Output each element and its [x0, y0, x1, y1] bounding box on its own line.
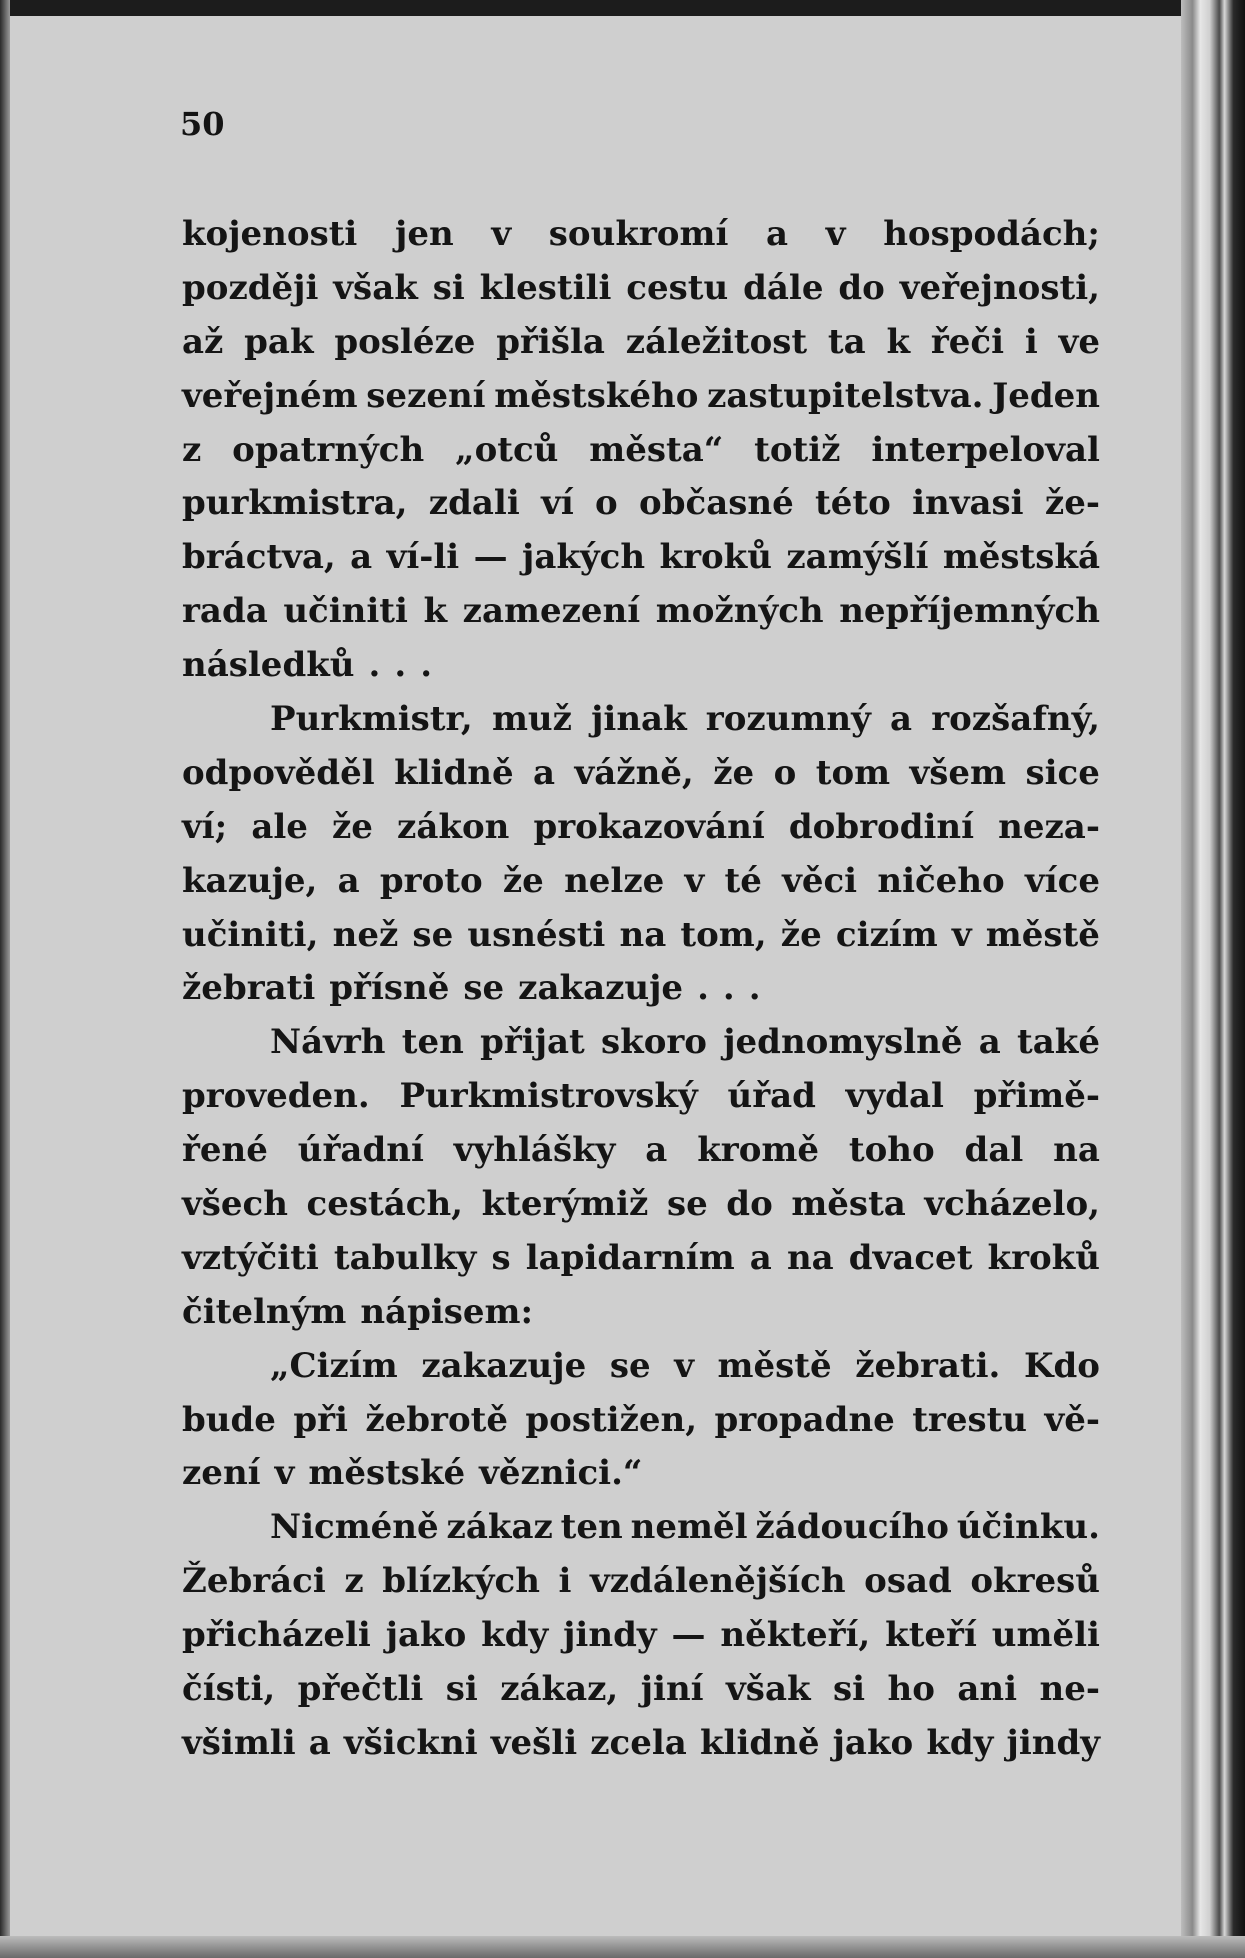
- word: osad: [864, 1561, 952, 1602]
- word: kazuje,: [182, 860, 318, 901]
- word: tabulky: [333, 1237, 477, 1278]
- text-line: [182, 1178, 1100, 1232]
- word: do: [726, 1184, 773, 1225]
- word: veřejnosti,: [899, 267, 1100, 308]
- word: hospodách;: [883, 214, 1100, 254]
- word: všem: [909, 752, 1007, 793]
- word: .: [748, 968, 761, 1009]
- word: ví-li: [386, 537, 460, 578]
- word: totiž: [754, 429, 841, 470]
- word: o: [773, 752, 797, 793]
- word: v: [951, 914, 972, 955]
- word: že: [713, 752, 755, 793]
- word: usnésti: [467, 914, 606, 955]
- word: kteří: [885, 1615, 977, 1656]
- word: rozšafný,: [931, 699, 1100, 740]
- text-line: [182, 747, 1100, 801]
- word: věci: [782, 860, 858, 901]
- word: proto: [379, 860, 483, 901]
- text-line: [182, 1447, 1100, 1501]
- word: městského: [494, 375, 699, 416]
- word: jinak: [591, 699, 687, 740]
- word: v: [674, 1345, 694, 1386]
- word: i: [1024, 321, 1038, 362]
- word: —: [473, 537, 508, 578]
- word: dal: [964, 1130, 1024, 1171]
- word: přijat: [480, 1022, 585, 1063]
- word: města“: [589, 429, 724, 470]
- word: se: [666, 1184, 708, 1225]
- word: kterýmiž: [481, 1184, 649, 1225]
- scan-bottom-edge: [0, 1936, 1245, 1958]
- text-line: [182, 855, 1100, 909]
- word: ne-: [1039, 1669, 1100, 1710]
- word: sezení: [366, 375, 486, 416]
- word: zákaz: [446, 1507, 553, 1548]
- word: přimě-: [973, 1076, 1100, 1117]
- word: až: [182, 321, 224, 362]
- word: cizím: [835, 914, 938, 955]
- word: ten: [401, 1022, 464, 1063]
- word: Nicméně: [270, 1507, 439, 1548]
- word: však: [333, 267, 418, 308]
- word: záležitost: [625, 321, 808, 362]
- word: městská: [942, 537, 1100, 578]
- word: nápisem:: [360, 1291, 534, 1332]
- word: ničeho: [877, 860, 1005, 901]
- word: tom: [815, 752, 891, 793]
- word: jiní: [640, 1669, 704, 1710]
- word: ten: [560, 1507, 623, 1548]
- text-line: [182, 1016, 1100, 1070]
- word: toho: [848, 1130, 935, 1171]
- word: této: [815, 483, 891, 524]
- word: se: [463, 968, 505, 1009]
- word: čísti,: [182, 1669, 276, 1710]
- word: žebrati.: [855, 1345, 1001, 1386]
- word: Žebráci: [182, 1561, 326, 1602]
- word: ale: [251, 806, 308, 847]
- word: Jeden: [992, 375, 1100, 416]
- word: klidně: [394, 752, 514, 793]
- word: a: [308, 1722, 331, 1763]
- text-line: [182, 1394, 1100, 1448]
- word: a: [533, 752, 556, 793]
- word: přišla: [496, 321, 605, 362]
- word: přísně: [329, 968, 450, 1009]
- word: čitelným: [182, 1291, 347, 1332]
- word: ta: [827, 321, 866, 362]
- word: ví: [541, 483, 574, 524]
- word: úřad: [727, 1076, 816, 1117]
- word: Návrh: [270, 1022, 386, 1063]
- word: že: [332, 806, 373, 847]
- word: vydal: [845, 1076, 944, 1117]
- word: jednomyslně: [723, 1022, 963, 1063]
- word: ani: [957, 1669, 1018, 1710]
- text-line: [182, 1609, 1100, 1663]
- text-line: [182, 585, 1100, 639]
- word: městě: [985, 914, 1100, 955]
- word: cestu: [626, 267, 729, 308]
- word: interpeloval: [871, 429, 1100, 470]
- word: městské: [308, 1453, 466, 1494]
- text-line: [182, 1717, 1100, 1771]
- word: posléze: [334, 321, 476, 362]
- word: města: [791, 1184, 906, 1225]
- page-number: 50: [180, 105, 225, 143]
- word: že: [502, 860, 544, 901]
- word: bráctva,: [182, 537, 336, 578]
- word: všimli: [182, 1722, 296, 1763]
- text-line: [182, 1663, 1100, 1717]
- word: zákon: [397, 806, 510, 847]
- word: a: [978, 1022, 1001, 1063]
- word: jindy: [563, 1615, 657, 1656]
- word: následků: [182, 645, 355, 686]
- word: soukromí: [548, 214, 729, 254]
- word: zení: [182, 1453, 261, 1494]
- word: invasi: [912, 483, 1024, 524]
- text-line: [182, 316, 1100, 370]
- text-line: [182, 1501, 1100, 1555]
- word: a: [350, 537, 373, 578]
- word: a: [766, 214, 789, 254]
- word: o: [595, 483, 618, 524]
- word: občasné: [639, 483, 794, 524]
- word: z: [182, 429, 202, 470]
- word: té: [724, 860, 762, 901]
- text-line: [182, 639, 1100, 693]
- text-line: [182, 1232, 1100, 1286]
- scan-left-edge: [0, 0, 10, 1958]
- text-line: [182, 1124, 1100, 1178]
- word: všech: [182, 1184, 288, 1225]
- word: více: [1024, 860, 1100, 901]
- word: na: [786, 1237, 834, 1278]
- word: vyhlášky: [453, 1130, 616, 1171]
- word: ho: [887, 1669, 935, 1710]
- word: muž: [491, 699, 572, 740]
- word: zakazuje: [421, 1345, 587, 1386]
- text-line: [182, 424, 1100, 478]
- word: jakých: [522, 537, 646, 578]
- word: .: [368, 645, 381, 686]
- text-line: [182, 477, 1100, 531]
- word: kroků: [987, 1237, 1100, 1278]
- word: kdy: [481, 1615, 549, 1656]
- word: neměl: [630, 1507, 748, 1548]
- word: „Cizím: [270, 1345, 398, 1386]
- word: vcházelo,: [924, 1184, 1100, 1225]
- word: kdy: [926, 1722, 994, 1763]
- text-line: [182, 208, 1100, 262]
- word: .: [394, 645, 407, 686]
- word: a: [645, 1130, 668, 1171]
- word: možných: [655, 591, 824, 632]
- word: a: [337, 860, 360, 901]
- word: žebrati: [182, 968, 316, 1009]
- word: jindy: [1006, 1722, 1100, 1763]
- word: k: [423, 591, 448, 632]
- word: vešli: [490, 1722, 578, 1763]
- word: blízkých: [382, 1561, 540, 1602]
- word: městě: [717, 1345, 832, 1386]
- word: že: [780, 914, 822, 955]
- word: .: [420, 645, 433, 686]
- word: také: [1017, 1022, 1100, 1063]
- word: prokazování: [533, 806, 765, 847]
- word: k: [886, 321, 911, 362]
- text-line: [182, 909, 1100, 963]
- scan-top-edge: [0, 0, 1245, 16]
- word: všickni: [343, 1722, 478, 1763]
- word: i: [558, 1561, 572, 1602]
- word: Purkmistrovský: [399, 1076, 698, 1117]
- text-line: [182, 1070, 1100, 1124]
- word: v: [274, 1453, 295, 1494]
- word: řeči: [930, 321, 1005, 362]
- word: žebrotě: [365, 1399, 508, 1440]
- word: učiniti: [283, 591, 408, 632]
- word: zakazuje: [518, 968, 684, 1009]
- word: —: [671, 1615, 706, 1656]
- word: ví;: [182, 806, 228, 847]
- text-line: [182, 1340, 1100, 1394]
- word: přicházeli: [182, 1615, 371, 1656]
- word: tom,: [680, 914, 767, 955]
- text-line: [182, 693, 1100, 747]
- word: uměli: [991, 1615, 1100, 1656]
- word: než: [332, 914, 399, 955]
- word: opatrných: [232, 429, 425, 470]
- word: lapidarním: [525, 1237, 735, 1278]
- word: zákaz,: [500, 1669, 619, 1710]
- text-line: [182, 801, 1100, 855]
- word: Purkmistr,: [270, 699, 473, 740]
- word: se: [412, 914, 454, 955]
- word: dobrodiní: [788, 806, 975, 847]
- word: vztýčiti: [182, 1237, 319, 1278]
- word: z: [344, 1561, 364, 1602]
- word: kojenosti: [182, 214, 358, 254]
- word: postižen,: [525, 1399, 698, 1440]
- word: vě-: [1044, 1399, 1100, 1440]
- word: jen: [395, 214, 454, 254]
- word: učiniti,: [182, 914, 319, 955]
- word: rozumný: [705, 699, 871, 740]
- word: s: [491, 1237, 511, 1278]
- word: si: [432, 267, 465, 308]
- word: propadne: [714, 1399, 895, 1440]
- word: „otců: [455, 429, 559, 470]
- text-line: [182, 962, 1100, 1016]
- word: v: [825, 214, 846, 254]
- word: však: [726, 1669, 811, 1710]
- word: zamýšlí: [786, 537, 929, 578]
- word: do: [838, 267, 885, 308]
- word: kromě: [697, 1130, 819, 1171]
- word: dvacet: [848, 1237, 973, 1278]
- word: rada: [182, 591, 268, 632]
- word: vážně,: [574, 752, 694, 793]
- word: .: [697, 968, 709, 1009]
- word: klidně: [699, 1722, 820, 1763]
- word: klestili: [479, 267, 612, 308]
- word: v: [684, 860, 705, 901]
- text-line: [182, 1286, 1100, 1340]
- word: .: [722, 968, 735, 1009]
- word: cestách,: [306, 1184, 464, 1225]
- word: v: [491, 214, 512, 254]
- word: pak: [244, 321, 314, 362]
- word: purkmistra,: [182, 483, 408, 524]
- word: úřadní: [297, 1130, 424, 1171]
- word: později: [182, 267, 319, 308]
- word: proveden.: [182, 1076, 370, 1117]
- word: zastupitelstva.: [707, 375, 984, 416]
- word: skoro: [601, 1022, 707, 1063]
- word: a: [749, 1237, 772, 1278]
- text-line: [182, 262, 1100, 316]
- word: odpověděl: [182, 752, 375, 793]
- text-line: [182, 370, 1100, 424]
- word: nelze: [564, 860, 665, 901]
- word: dále: [743, 267, 824, 308]
- word: na: [1053, 1130, 1100, 1171]
- word: okresů: [970, 1561, 1100, 1602]
- word: zdali: [428, 483, 520, 524]
- text-line: [182, 1555, 1100, 1609]
- word: sice: [1025, 752, 1100, 793]
- word: bude: [182, 1399, 276, 1440]
- word: na: [619, 914, 667, 955]
- word: že-: [1044, 483, 1100, 524]
- word: Kdo: [1023, 1345, 1100, 1386]
- word: řené: [182, 1130, 268, 1171]
- body-text: [182, 208, 1100, 1771]
- word: někteří,: [720, 1615, 871, 1656]
- word: přečtli: [297, 1669, 424, 1710]
- word: jako: [832, 1722, 914, 1763]
- word: si: [833, 1669, 866, 1710]
- word: a: [890, 699, 913, 740]
- word: se: [609, 1345, 651, 1386]
- book-spine-edge: [1181, 0, 1245, 1958]
- word: účinku.: [956, 1507, 1100, 1548]
- word: neza-: [998, 806, 1100, 847]
- word: kroků: [659, 537, 772, 578]
- word: ve: [1058, 321, 1100, 362]
- word: vzdálenějších: [590, 1561, 846, 1602]
- word: si: [445, 1669, 478, 1710]
- word: při: [293, 1399, 348, 1440]
- word: žádoucího: [755, 1507, 949, 1548]
- text-line: [182, 531, 1100, 585]
- word: trestu: [912, 1399, 1028, 1440]
- word: zcela: [590, 1722, 687, 1763]
- word: věznici.“: [479, 1453, 643, 1494]
- word: nepříjemných: [839, 591, 1100, 632]
- word: zamezení: [462, 591, 641, 632]
- word: jako: [385, 1615, 467, 1656]
- word: veřejném: [182, 375, 358, 416]
